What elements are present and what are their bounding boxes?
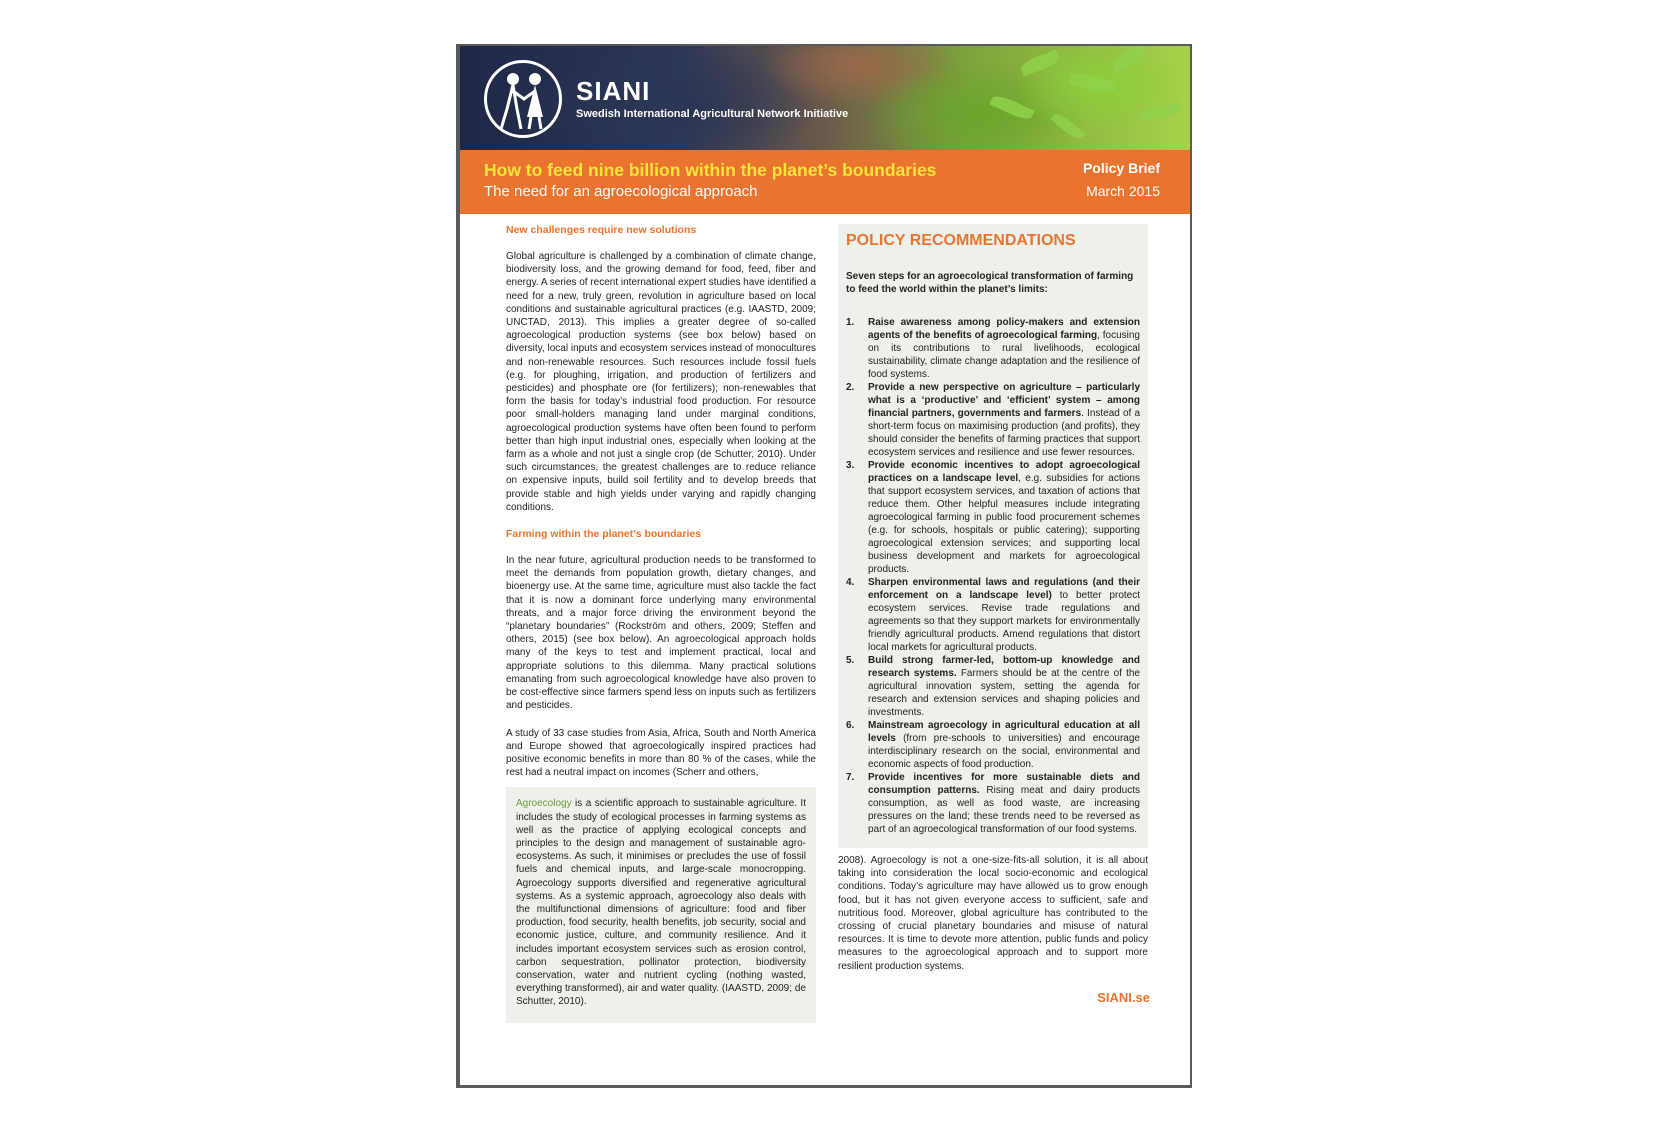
recommendation-detail: Rising meat and dairy products consumption, as well as food waste, are increasing pressures on the land; these trends need to be reversed as part of an agroecological transformation of our food systems.: [868, 785, 1140, 835]
recommendation-bold: Provide incentives for more sustainable diets and consumption patterns.: [868, 772, 1140, 796]
recommendation-item: [846, 719, 1140, 771]
recommendation-bold: Provide a new perspective on agriculture – particularly what is a ‘productive’ and ‘efficient’ system – among financial partners, governments and farmers: [868, 382, 1140, 419]
document-title: How to feed nine billion within the planet’s boundaries: [484, 160, 937, 180]
leaf-decoration: [1139, 103, 1180, 122]
recommendation-number: 1.: [846, 317, 855, 328]
left-column: [506, 224, 816, 1023]
recommendation-item: [846, 654, 1140, 719]
recommendation-text: [868, 459, 1140, 576]
header-photo-banner: [460, 46, 1190, 150]
figures-logo-icon: [495, 69, 553, 131]
recommendation-detail: (from pre-schools to universities) and encourage interdisciplinary research on the social, environmental and economic aspects of food production.: [868, 733, 1140, 770]
recommendation-bold: Provide economic incentives to adopt agroecological practices on a landscape level: [868, 460, 1140, 484]
title-band: [460, 150, 1190, 214]
recommendation-bold: Sharpen environmental laws and regulations (and their enforcement on a landscape level): [868, 577, 1140, 601]
document-subtitle: The need for an agroecological approach: [484, 183, 758, 200]
recommendation-text: [868, 576, 1140, 654]
recommendation-text: [868, 654, 1140, 719]
body-paragraph: Global agriculture is challenged by a combination of climate change, biodiversity loss, and the growing demand for food, feed, fiber and energy. A series of recent international expert studies have identified a need for a new, truly green, revolution in agriculture based on local conditions and sustainable agricultural practices (e.g. IAASTD, 2009; UNCTAD, 2013). This implies a greater degree of so-called agroecological production systems (see box below) based on diversity, local inputs and ecosystem services instead of monocultures and non-renewable resources. Such resources include fossil fuels (e.g. for ploughing, irrigation, and production of fertilizers and pesticides) and phosphate ore (for fertilizers); non-renewables that form the basis for today’s industrial food production. For resource poor small-holders managing land under marginal conditions, agroecological production systems have often been found to perform better than high input industrial ones, especially when looking at the farm as a whole and not just a single crop (de Schutter, 2010). Under such circumstances, the greatest challenges are to reduce reliance on expensive inputs, build soil fertility and to develop breeds that provide stable and high yields under varying and rapidly changing conditions.: [506, 251, 817, 513]
body-paragraph: 2008). Agroecology is not a one-size-fits-all solution, it is all about taking into consideration the local socio-economic and ecological conditions. Today’s agriculture may have allowed us to grow enough food, but it has not given everyone access to sufficient, safe and nutritious food. Moreover, global agriculture has contributed to the crossing of crucial planetary boundaries and misuse of natural resources. It is time to devote more attention, public funds and policy measures to the agroecological approach and to support more resilient production systems.: [838, 855, 1148, 972]
recommendation-text: [868, 719, 1140, 771]
agroecology-info-box: [506, 787, 816, 1022]
recommendation-item: [846, 381, 1140, 459]
recommendation-detail: . Instead of a short-term focus on maximising production (and profits), they should consider the benefits of farming practices that support ecosystem services and resilience and use fewer resources.: [868, 408, 1141, 458]
brand-subtitle: Swedish International Agricultural Network Initiative: [576, 108, 849, 120]
recommendation-text: [868, 381, 1140, 459]
recommendation-item: [846, 459, 1140, 576]
recommendation-item: [846, 771, 1140, 836]
body-paragraph: In the near future, agricultural production needs to be transformed to meet the demands from population growth, dietary changes, and bioenergy use. At the same time, agriculture must also tackle the fact that it is now a dominant force underlying many environmental threats, and a major force driving the environment beyond the “planetary boundaries” (Rockström and others, 2009; Steffen and others, 2015) (see box below). An agroecological approach holds many of the keys to test and implement practical, local and appropriate solutions to this dilemma. Many practical solutions emanating from such agroecological knowledge have also proven to be cost-effective since farmers spend less on inputs such as fertilizers and pesticides.: [506, 555, 816, 712]
leaf-decoration: [1069, 70, 1117, 95]
recommendation-number: 4.: [846, 577, 855, 588]
recommendation-text: [868, 316, 1140, 381]
section-heading: New challenges require new solutions: [506, 224, 697, 236]
recommendation-number: 2.: [846, 382, 855, 393]
recommendation-detail: , e.g. subsidies for actions that support ecosystem services, and taxation of actions that reduce them. Other helpful measures include integrating agroecological farming in public food procurement schemes (e.g. for schools, hospitals or public catering); supporting agroecological extension services; and supporting local business development and markets for agroecological products.: [868, 473, 1140, 575]
right-column: [838, 224, 1148, 973]
policy-recommendations-box: [838, 224, 1148, 848]
box-term: Agroecology: [516, 798, 572, 810]
recommendation-number: 5.: [846, 655, 855, 666]
recommendation-number: 3.: [846, 460, 855, 471]
siani-logo: [484, 60, 562, 138]
brief-date: March 2015: [1086, 183, 1160, 199]
recommendation-detail: to better protect ecosystem services. Revise trade regulations and agreements so that they support markets for environmentally friendly agricultural products. Amend regulations that distort local markets for agricultural products.: [868, 590, 1140, 653]
box-text: is a scientific approach to sustainable agriculture. It includes the study of ecological processes in farming systems as well as the practice of applying ecological concepts and principles to the design and management of sustainable agro-ecosystems. As such, it minimises or precludes the use of fossil fuels and chemical inputs, and large-scale monocropping. Agroecology supports diversified and regenerative agricultural systems. As a systemic approach, agroecology also deals with the multifunctional dimensions of agriculture: food and fiber production, food security, health benefits, job security, social and economic justice, culture, and community resilience. And it includes important ecosystem services such as erosion control, carbon sequestration, pollinator protection, biodiversity conservation, water and nutrient cycling (nothing wasted, everything transformed), air and water quality. (IAASTD, 2009; de Schutter, 2010).: [516, 798, 806, 1008]
recommendation-number: 7.: [846, 772, 855, 783]
leaf-decoration: [1051, 111, 1086, 143]
policy-title: POLICY RECOMMENDATIONS: [846, 232, 1076, 249]
leaf-decoration: [1110, 44, 1148, 74]
recommendation-list: [846, 316, 1140, 836]
recommendation-bold: Mainstream agroecology in agricultural education at all levels: [868, 720, 1140, 744]
leaf-decoration: [989, 92, 1034, 122]
recommendation-bold: Raise awareness among policy-makers and extension agents of the benefits of agroecological farming: [868, 317, 1140, 341]
policy-intro: Seven steps for an agroecological transformation of farming to feed the world within the planet’s limits:: [846, 271, 1134, 295]
body-paragraph: A study of 33 case studies from Asia, Africa, South and North America and Europe showed that agroecologically inspired practices had positive economic benefits in more than 80 % of the cases, while the rest had a neutral impact on incomes (Scherr and others,: [506, 727, 816, 779]
website-link[interactable]: SIANI.se: [1097, 990, 1150, 1005]
brief-type: Policy Brief: [1082, 160, 1160, 176]
recommendation-item: [846, 316, 1140, 381]
brand-name: SIANI: [576, 76, 651, 106]
recommendation-detail: , focusing on its contributions to rural livelihoods, ecological sustainability, climate change adaptation and the resilience of food systems.: [868, 330, 1140, 380]
recommendation-text: [868, 771, 1140, 836]
recommendation-bold: Build strong farmer-led, bottom-up knowledge and research systems.: [868, 655, 1140, 679]
recommendation-detail: Farmers should be at the centre of the agricultural innovation system, setting the agenda for research and extension services and shaping policies and investments.: [868, 668, 1140, 718]
recommendation-number: 6.: [846, 720, 855, 731]
section-heading: Farming within the planet’s boundaries: [506, 528, 702, 541]
leaf-decoration: [1019, 50, 1061, 77]
recommendation-item: [846, 576, 1140, 654]
policy-brief-page: [456, 44, 1192, 1088]
